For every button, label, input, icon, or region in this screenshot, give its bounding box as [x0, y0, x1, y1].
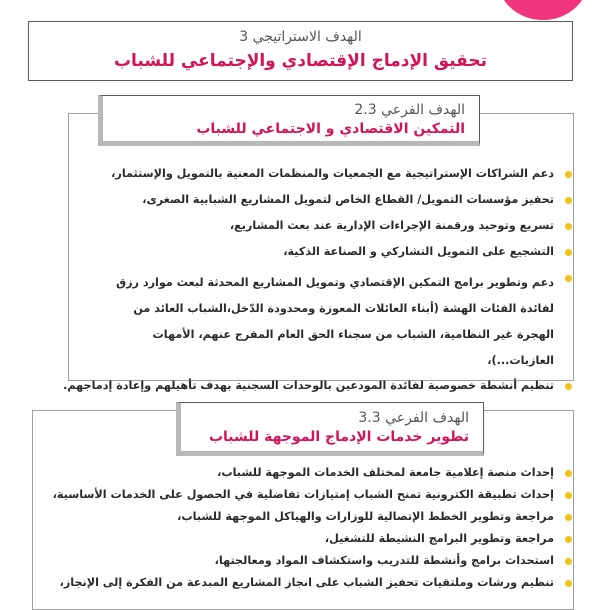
sub-goal-2-title: تطوير خدمات الإدماج الموجهة للشباب — [208, 429, 469, 445]
bullet-dot-icon — [565, 580, 572, 587]
bullet-dot-icon — [565, 470, 572, 477]
strategic-goal-box — [28, 21, 573, 81]
sub-goal-1-heading: الهدف الفرعي 2.3 — [354, 102, 465, 118]
sub-goal-2-list — [53, 465, 572, 597]
list-item: دعم وتطوير برامج التمكين الإقتصادي وتمويل المشاريع المحدثة لبعث موارد رزق لفائدة الفئات الهشة (أبناء العائلات المعوزة ومحدودة الدّخل،الشباب العائد من الهجرة غير النظامية، الشباب من سجناء الحق العام المفرج عنهم، الأمهات العازبات...)، — [114, 270, 572, 374]
list-item: إحداث تطبيقة الكترونية تمنح الشباب إمتيازات تفاضلية في الحصول على الخدمات الأساسية، — [53, 487, 572, 509]
strategic-goal-title: تحقيق الإدماج الإقتصادي والإجتماعي للشباب — [113, 51, 488, 71]
bullet-dot-icon — [565, 558, 572, 565]
bullet-dot-icon — [565, 249, 572, 256]
bullet-dot-icon — [565, 514, 572, 521]
bullet-dot-icon — [565, 275, 572, 282]
list-item: دعم الشراكات الإستراتيجية مع الجمعيات والمنظمات المعنية بالتمويل والإستثمار، — [63, 166, 572, 192]
sub-goal-1-header — [98, 95, 480, 146]
bullet-dot-icon — [565, 171, 572, 178]
sub-goal-2-heading: الهدف الفرعي 3.3 — [358, 410, 469, 426]
sub-goal-1-title: التمكين الاقتصادي و الاجتماعي للشباب — [196, 121, 465, 137]
list-item: مراجعة وتطوير الخطط الإتصالية للوزارات والهياكل الموجهة للشباب، — [53, 509, 572, 531]
list-item: تحفيز مؤسسات التمويل/ القطاع الخاص لتمويل المشاريع الشبابية الصغرى، — [63, 192, 572, 218]
bullet-dot-icon — [565, 383, 572, 390]
list-item: مراجعة وتطوير البرامج النشيطة للتشغيل، — [53, 531, 572, 553]
list-item: التشجيع على التمويل التشاركي و الصناعة الذكية، — [63, 244, 572, 270]
sub-goal-1-list — [63, 166, 572, 404]
bullet-dot-icon — [565, 536, 572, 543]
decorative-pink-circle — [498, 0, 588, 20]
bullet-dot-icon — [565, 197, 572, 204]
list-item: تنظيم ورشات وملتقيات تحفيز الشباب على انجاز المشاريع المبدعة من الفكرة إلى الإنجاز، — [53, 575, 572, 597]
sub-goal-2-header — [176, 402, 484, 456]
bullet-dot-icon — [565, 223, 572, 230]
bullet-dot-icon — [565, 492, 572, 499]
list-item: إحداث منصة إعلامية جامعة لمختلف الخدمات الموجهة للشباب، — [53, 465, 572, 487]
list-item: تنظيم أنشطة خصوصية لفائدة المودعين بالوحدات السجنية بهدف تأهيلهم وإعادة إدماجهم. — [63, 378, 572, 404]
list-item: تسريع وتوحيد ورقمنة الإجراءات الإدارية عند بعث المشاريع، — [63, 218, 572, 244]
strategic-goal-heading: الهدف الاستراتيجي 3 — [239, 29, 362, 45]
list-item: استحداث برامج وأنشطة للتدريب واستكشاف المواد ومعالجتها، — [53, 553, 572, 575]
